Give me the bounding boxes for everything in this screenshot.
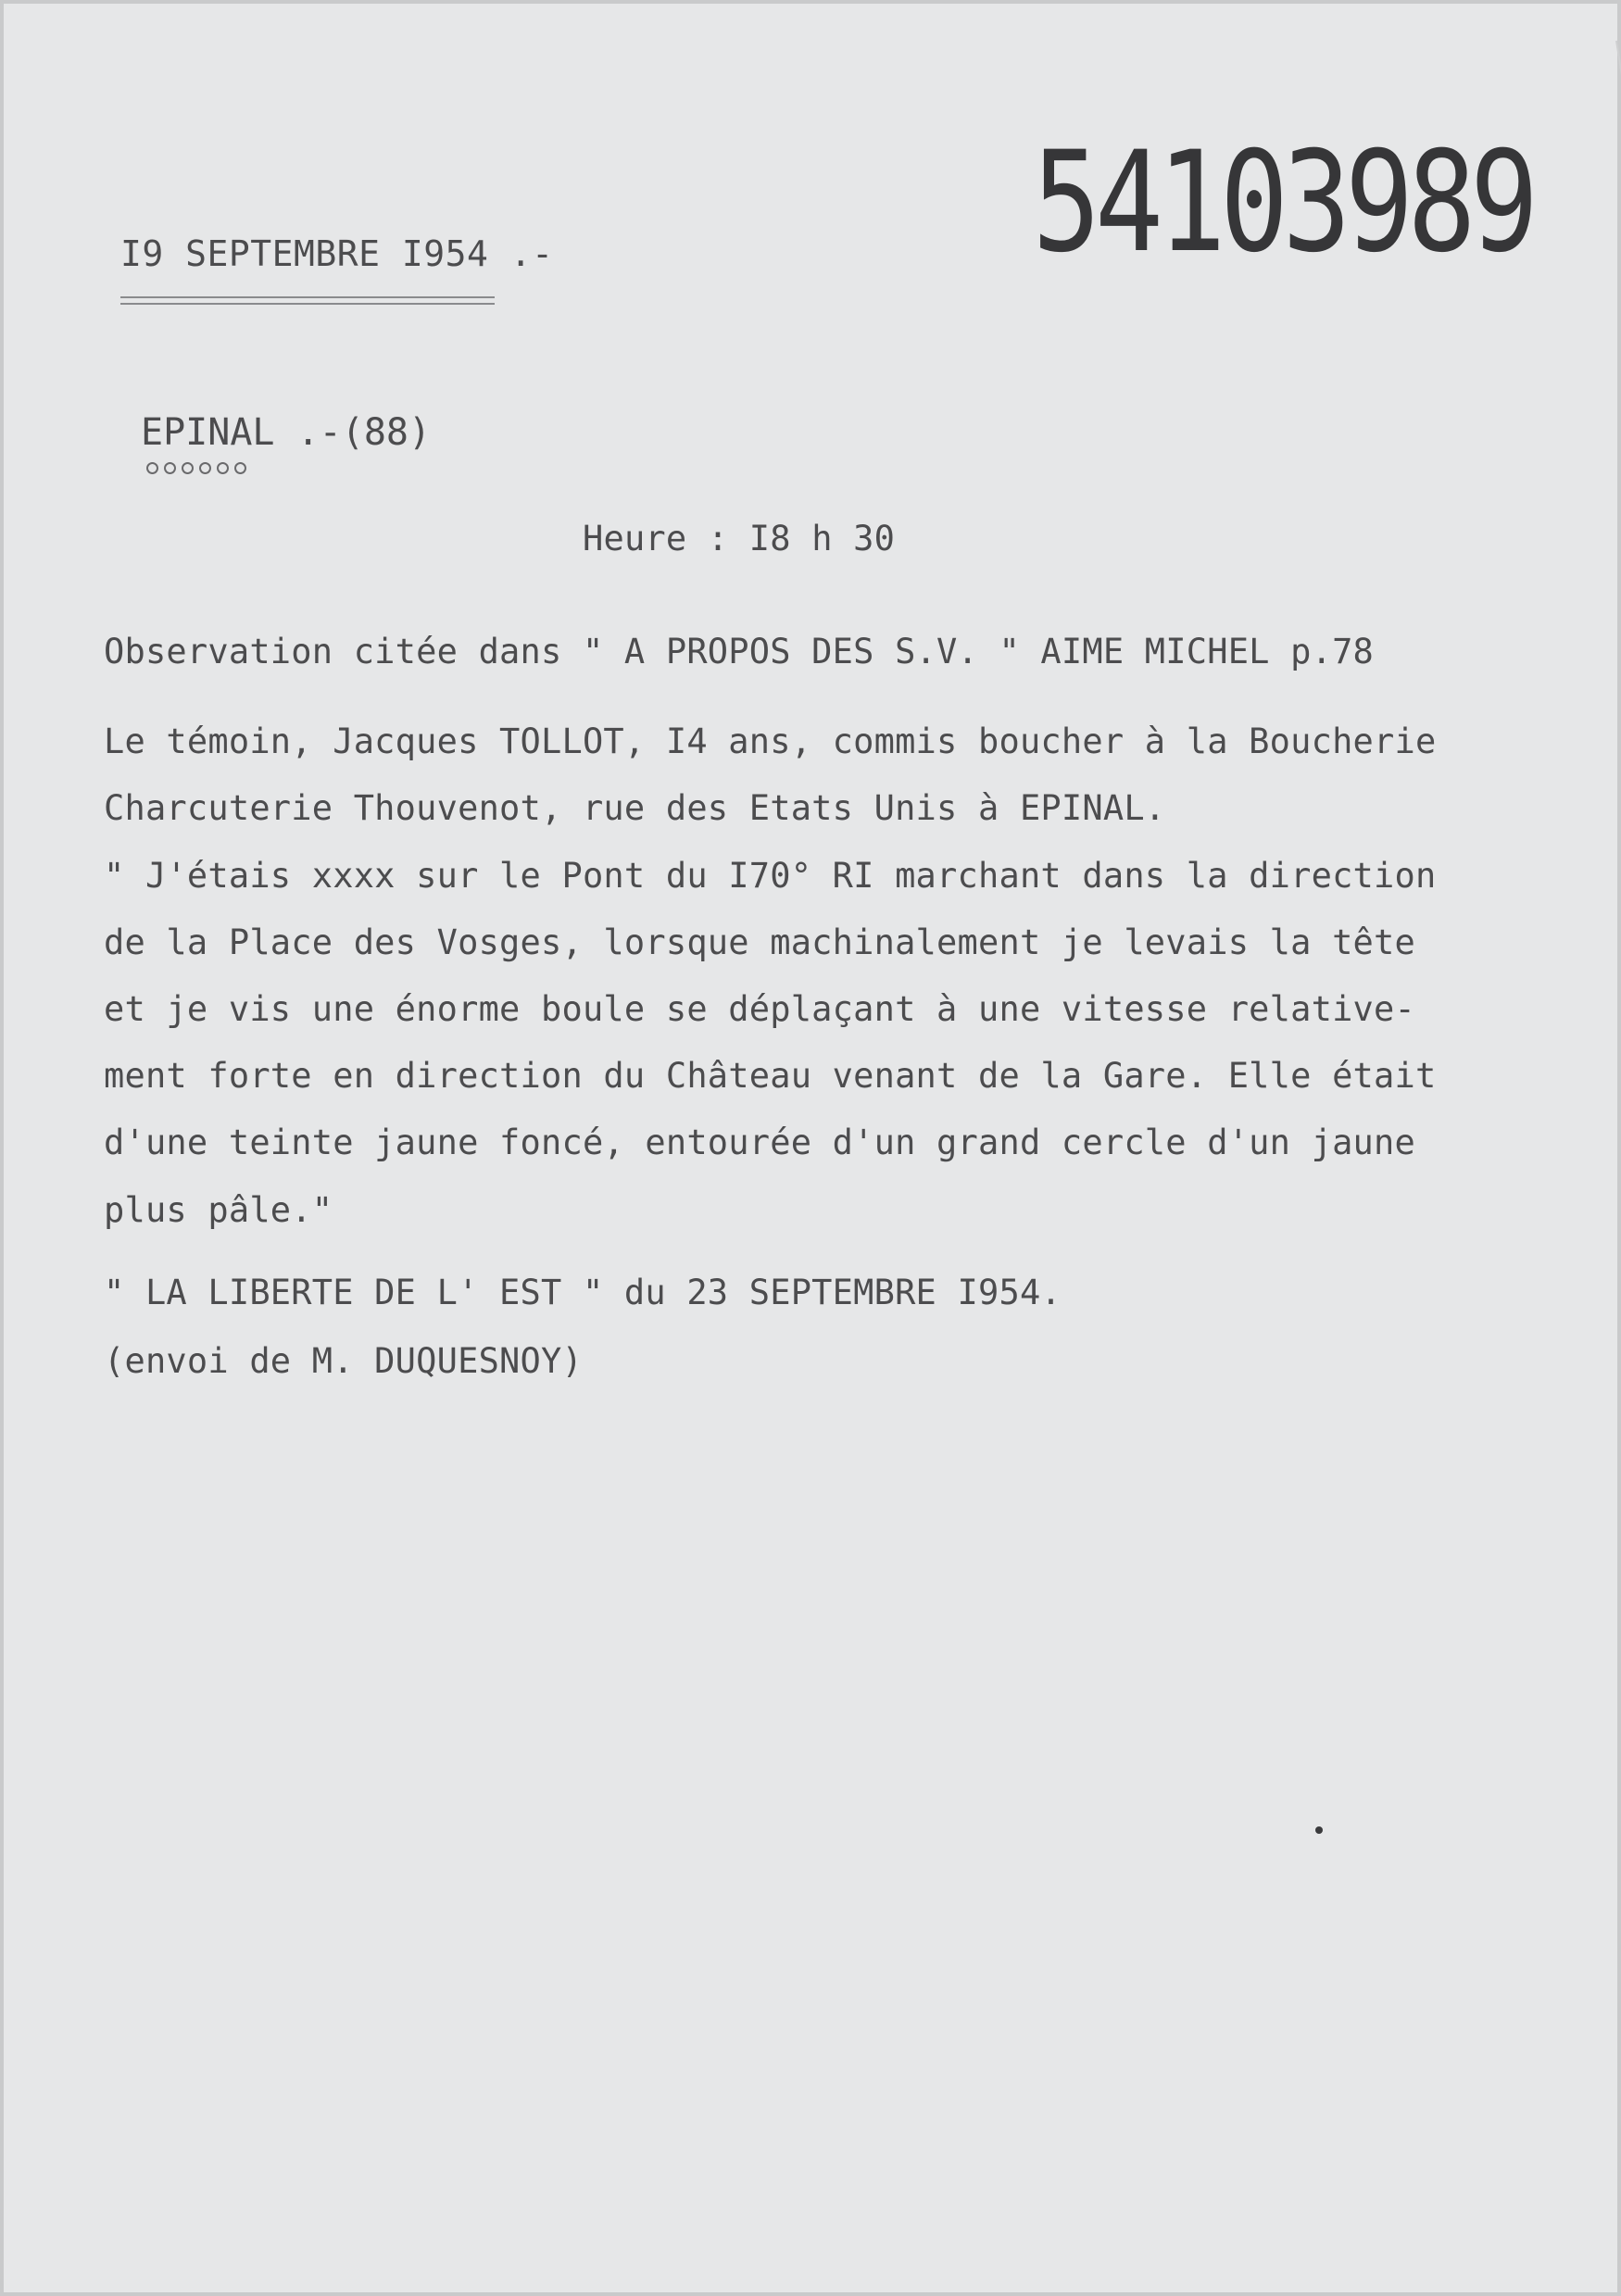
- body-line: plus pâle.": [104, 1190, 333, 1230]
- body-line: et je vis une énorme boule se déplaçant à une vitesse relative-: [104, 989, 1415, 1029]
- body-line: de la Place des Vosges, lorsque machinalement je levais la tête: [104, 922, 1415, 962]
- newspaper-reference: " LA LIBERTE DE L' EST " du 23 SEPTEMBRE I954.: [104, 1273, 1062, 1312]
- date-underline-second: [120, 303, 495, 305]
- ink-speck: [1315, 1826, 1323, 1834]
- place-underline-circles: [146, 462, 246, 474]
- paper-crease: [1615, 41, 1621, 480]
- body-line: d'une teinte jaune foncé, entourée d'un grand cercle d'un jaune: [104, 1123, 1415, 1162]
- body-line: Charcuterie Thouvenot, rue des Etats Unis à EPINAL.: [104, 788, 1166, 828]
- place-heading: EPINAL .-(88): [141, 411, 432, 454]
- body-line: Le témoin, Jacques TOLLOT, I4 ans, commis boucher à la Boucherie: [104, 721, 1437, 761]
- observation-hour: Heure : I8 h 30: [583, 519, 896, 558]
- document-date: I9 SEPTEMBRE I954 .-: [120, 233, 554, 274]
- sender-note: (envoi de M. DUQUESNOY): [104, 1341, 583, 1381]
- source-citation: Observation citée dans " A PROPOS DES S.V. " AIME MICHEL p.78: [104, 632, 1375, 671]
- date-underline: [120, 296, 495, 298]
- body-line: " J'étais xxxx sur le Pont du I70° RI marchant dans la direction: [104, 856, 1437, 896]
- reference-number-stamp: 54103989: [1032, 122, 1532, 283]
- body-line: ment forte en direction du Château venant de la Gare. Elle était: [104, 1056, 1437, 1096]
